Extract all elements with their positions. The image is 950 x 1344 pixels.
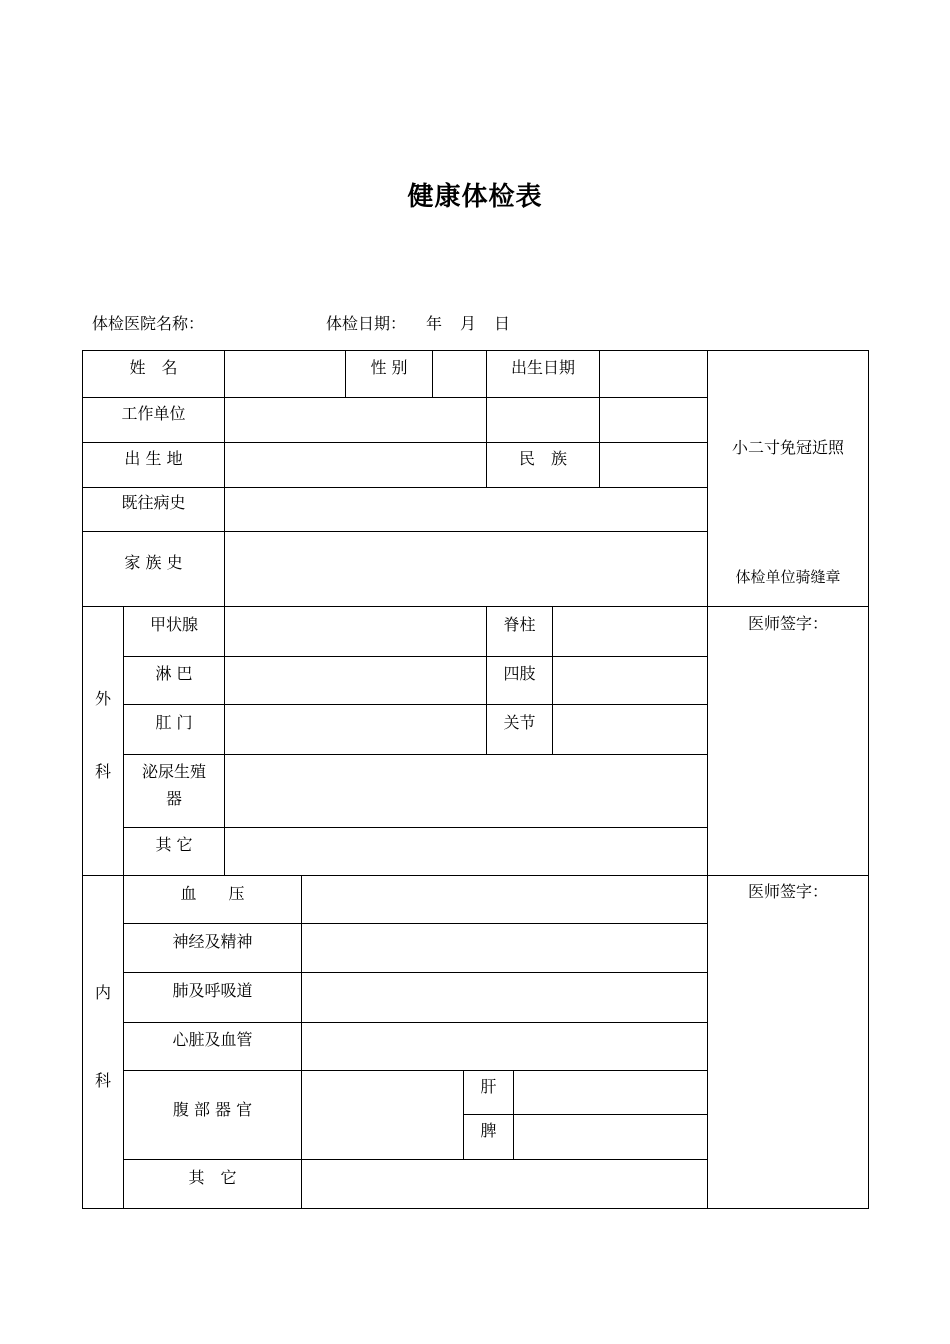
row-divider — [123, 972, 708, 973]
col-divider — [224, 350, 225, 607]
blood-pressure-label: 血 压 — [180, 884, 245, 903]
work-unit-field[interactable] — [226, 399, 485, 441]
spleen-label: 脾 — [480, 1121, 497, 1140]
col-divider — [599, 350, 600, 488]
joints-field[interactable] — [554, 706, 706, 753]
table-border-bottom — [82, 1208, 869, 1209]
urogenital-field[interactable] — [226, 756, 706, 826]
row-divider — [123, 704, 708, 705]
row-divider — [82, 487, 708, 488]
ethnicity-label: 民 族 — [518, 449, 567, 468]
table-border-right — [868, 350, 869, 1209]
section-divider — [82, 606, 869, 607]
name-label: 姓 名 — [129, 358, 178, 377]
spleen-field[interactable] — [515, 1116, 706, 1158]
internal-other-label: 其 它 — [188, 1168, 237, 1187]
row-divider — [123, 1159, 708, 1160]
col-divider — [432, 350, 433, 398]
work-unit-extra-field-2[interactable] — [601, 399, 706, 441]
heart-label: 心脏及血管 — [172, 1030, 253, 1049]
row-divider — [123, 923, 708, 924]
lymph-label: 淋 巴 — [155, 664, 193, 683]
neuro-label: 神经及精神 — [172, 932, 253, 951]
liver-field[interactable] — [515, 1072, 706, 1113]
name-field[interactable] — [226, 352, 344, 396]
row-divider — [82, 442, 708, 443]
right-column-divider — [707, 350, 708, 1209]
anus-label: 肛 门 — [155, 713, 193, 732]
work-unit-extra-field[interactable] — [488, 399, 598, 441]
exam-date-label: 体检日期： — [326, 314, 407, 333]
row-divider — [82, 531, 708, 532]
row-divider — [123, 1022, 708, 1023]
work-unit-label: 工作单位 — [121, 404, 186, 423]
surgery-section-label-bottom: 科 — [94, 762, 111, 781]
past-history-label: 既往病史 — [121, 493, 186, 512]
birth-date-label: 出生日期 — [510, 358, 575, 377]
surgery-section-label-top: 外 — [94, 689, 111, 708]
birthplace-label: 出 生 地 — [124, 449, 183, 468]
abdomen-label: 腹 部 器 官 — [172, 1100, 253, 1119]
heart-field[interactable] — [303, 1024, 706, 1069]
row-divider — [123, 656, 708, 657]
ethnicity-field[interactable] — [601, 444, 706, 486]
surgery-doctor-signature-field[interactable] — [710, 640, 866, 872]
limbs-field[interactable] — [554, 658, 706, 703]
joints-label: 关节 — [503, 713, 536, 732]
anus-field[interactable] — [226, 706, 485, 753]
row-divider — [82, 397, 708, 398]
urogenital-label-cont: 器 — [165, 789, 182, 808]
page-title: 健康体检表 — [407, 182, 543, 212]
internal-section-label-bottom: 科 — [94, 1071, 111, 1090]
internal-doctor-signature-field[interactable] — [710, 908, 866, 1206]
thyroid-field[interactable] — [226, 608, 485, 655]
exam-date-year: 年 — [426, 314, 443, 333]
surgery-doctor-signature-label: 医师签字： — [747, 614, 828, 633]
birthplace-field[interactable] — [226, 444, 485, 486]
gender-label: 性 别 — [370, 358, 408, 377]
birth-date-field[interactable] — [601, 352, 706, 396]
exam-date-month: 月 — [460, 314, 477, 333]
col-divider — [552, 606, 553, 755]
family-history-field[interactable] — [226, 533, 706, 605]
thyroid-label: 甲状腺 — [149, 615, 198, 634]
surgery-other-field[interactable] — [226, 829, 706, 874]
lymph-field[interactable] — [226, 658, 485, 703]
limbs-label: 四肢 — [503, 664, 536, 683]
seal-note: 体检单位骑缝章 — [735, 568, 841, 586]
abdomen-field[interactable] — [303, 1072, 462, 1158]
liver-label: 肝 — [480, 1077, 497, 1096]
photo-placeholder: 小二寸免冠近照 — [731, 438, 844, 457]
row-divider — [123, 827, 708, 828]
spine-field[interactable] — [554, 608, 706, 655]
surgery-other-label: 其 它 — [155, 835, 193, 854]
table-border-top — [82, 350, 869, 351]
blood-pressure-field[interactable] — [303, 877, 706, 922]
lung-label: 肺及呼吸道 — [172, 981, 253, 1000]
spine-label: 脊柱 — [503, 615, 536, 634]
col-divider — [224, 606, 225, 876]
gender-field[interactable] — [434, 352, 485, 396]
urogenital-label: 泌尿生殖 — [141, 762, 206, 781]
row-divider — [463, 1114, 708, 1115]
internal-section-label-top: 内 — [94, 983, 111, 1002]
section-divider — [82, 875, 869, 876]
hospital-name-label: 体检医院名称： — [92, 314, 205, 333]
neuro-field[interactable] — [303, 925, 706, 971]
internal-other-field[interactable] — [303, 1161, 706, 1207]
past-history-field[interactable] — [226, 489, 706, 530]
internal-doctor-signature-label: 医师签字： — [747, 882, 828, 901]
lung-field[interactable] — [303, 974, 706, 1021]
row-divider — [123, 754, 708, 755]
family-history-label: 家 族 史 — [124, 553, 183, 572]
exam-date-day: 日 — [494, 314, 511, 333]
row-divider — [123, 1070, 708, 1071]
